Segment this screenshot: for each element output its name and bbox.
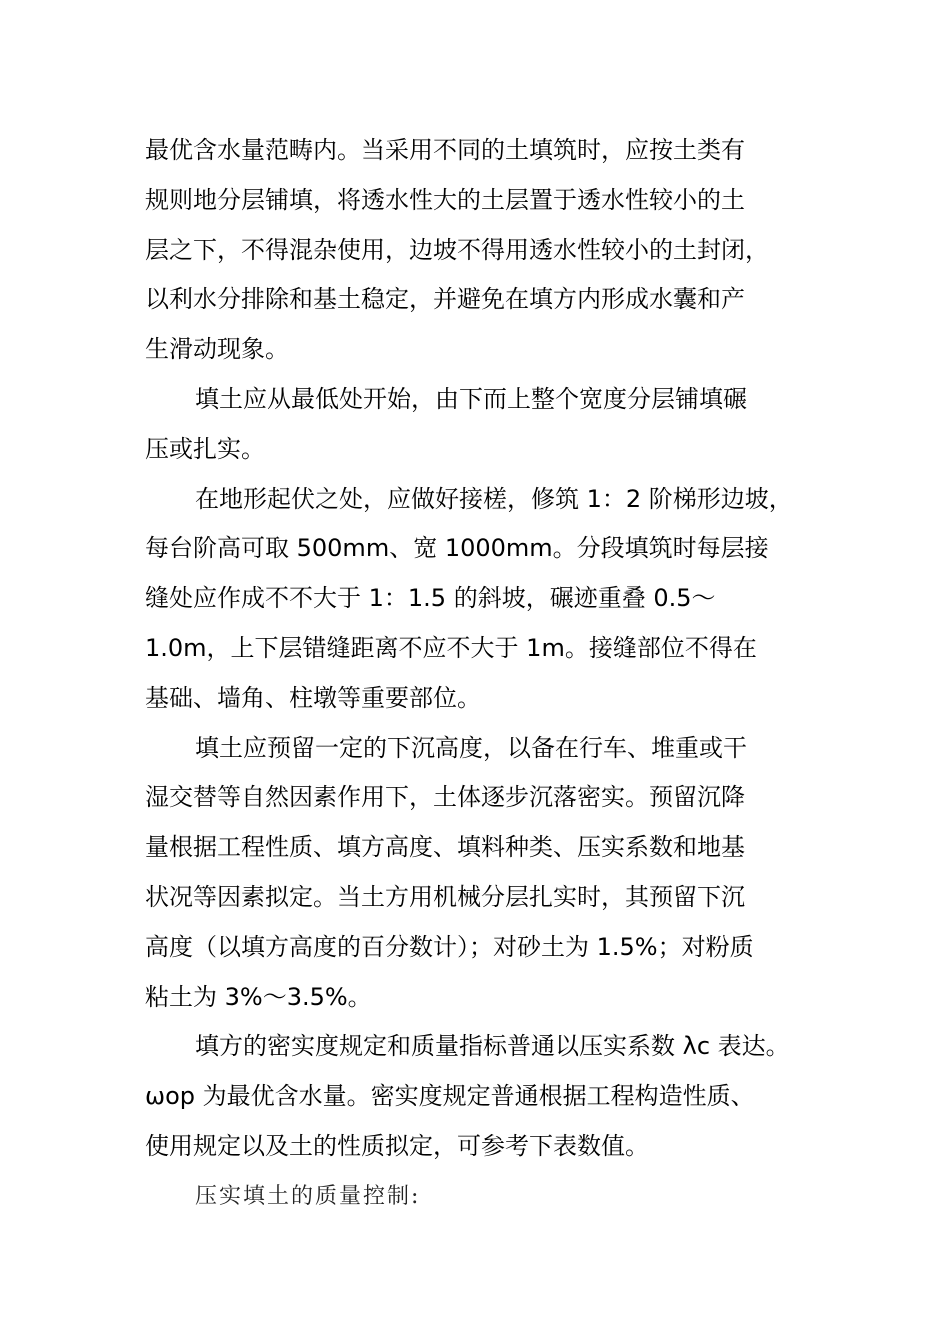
- text-line: 高度（以填方高度的百分数计）；对砂土为 1.5%；对粉质: [145, 932, 754, 961]
- text-line: 使用规定以及土的性质拟定，可参考下表数值。: [145, 1131, 649, 1160]
- text-line: 规则地分层铺填，将透水性大的土层置于透水性较小的土: [145, 185, 745, 214]
- text-line: 缝处应作成不不大于 1：1.5 的斜坡，碾迹重叠 0.5～: [145, 584, 716, 613]
- text-line: 压或扎实。: [145, 434, 265, 463]
- text-line: 以利水分排除和基土稳定，并避免在填方内形成水囊和产: [145, 285, 745, 314]
- text-line: 层之下，不得混杂使用，边坡不得用透水性较小的土封闭，: [145, 235, 769, 264]
- text-line: 每台阶高可取 500mm、宽 1000mm。分段填筑时每层接: [145, 534, 769, 563]
- text-line: 量根据工程性质、填方高度、填料种类、压实系数和地基: [145, 833, 745, 862]
- paragraph-start-line: 在地形起伏之处，应做好接槎，修筑 1：2 阶梯形边坡，: [195, 484, 793, 513]
- paragraph-start-line: 填方的密实度规定和质量指标普通以压实系数 λc 表达。: [195, 1032, 790, 1061]
- text-line: ωop 为最优含水量。密实度规定普通根据工程构造性质、: [145, 1082, 755, 1111]
- text-line: 粘土为 3%～3.5%。: [145, 982, 372, 1011]
- text-line: 基础、墙角、柱墩等重要部位。: [145, 683, 481, 712]
- text-line: 状况等因素拟定。当土方用机械分层扎实时，其预留下沉: [145, 882, 745, 911]
- text-line: 1.0m，上下层错缝距离不应不大于 1m。接缝部位不得在: [145, 633, 757, 662]
- body-text: [145, 126, 825, 1222]
- paragraph-start-line: 填土应从最低处开始，由下而上整个宽度分层铺填碾: [195, 384, 747, 413]
- text-line: 最优含水量范畴内。当采用不同的土填筑时，应按土类有: [145, 136, 745, 164]
- text-line: 生滑动现象。: [145, 335, 289, 364]
- paragraph-start-line: 填土应预留一定的下沉高度，以备在行车、堆重或干: [195, 733, 747, 762]
- section-heading: 压实填土的质量控制:: [195, 1183, 421, 1209]
- text-line: 湿交替等自然因素作用下，土体逐步沉落密实。预留沉降: [145, 783, 745, 812]
